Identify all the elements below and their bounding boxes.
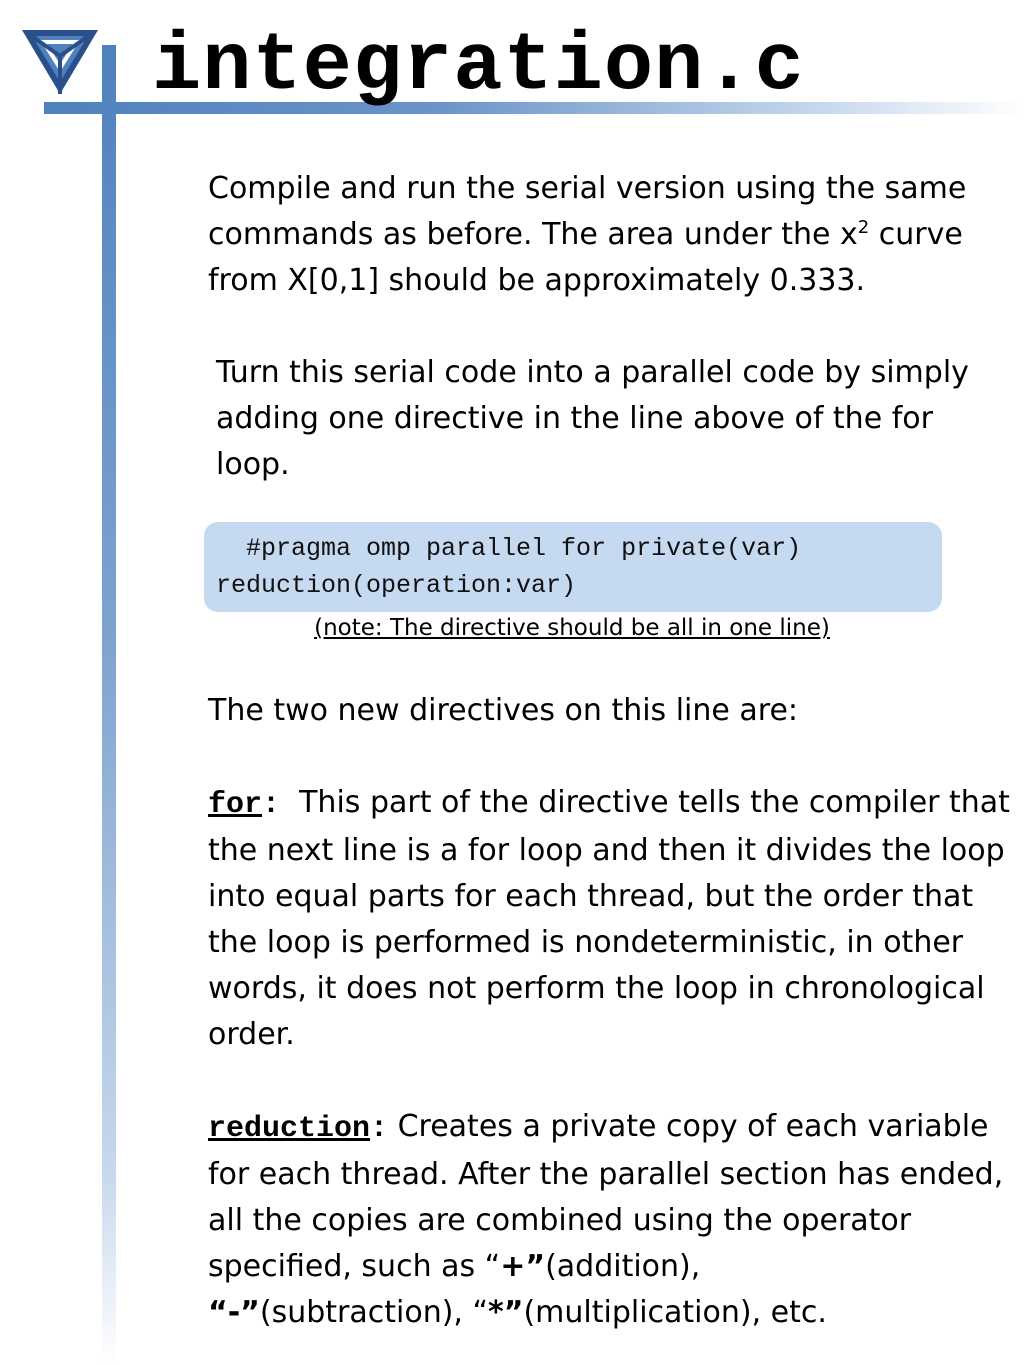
code-snippet-box	[204, 522, 942, 612]
reduction-text-d: (multiplication), etc.	[523, 1295, 827, 1330]
reduction-text-c: (subtraction), “	[259, 1295, 489, 1330]
paragraph-parallel: Turn this serial code into a parallel code by simply adding one directive in the line above of the for loop.	[216, 355, 969, 482]
operator-minus: “-”	[208, 1295, 260, 1330]
paragraph-compile-text-b: curve from X[0,1] should be approximately 0.333.	[208, 217, 963, 298]
reduction-colon: :	[370, 1112, 389, 1146]
slide-content	[174, 166, 1014, 1336]
code-line-1: #pragma omp parallel for private(var)	[216, 534, 802, 563]
reduction-description	[174, 1104, 1014, 1336]
for-keyword: for	[208, 788, 263, 822]
triangle-logo-icon	[20, 26, 100, 98]
superscript-exponent: 2	[857, 217, 870, 238]
for-colon: :	[262, 788, 281, 822]
directive-note: (note: The directive should be all in one line)	[314, 615, 830, 641]
directives-intro: The two new directives on this line are:	[208, 693, 799, 728]
reduction-keyword: reduction	[208, 1112, 371, 1146]
page-title: integration.c	[152, 20, 805, 113]
reduction-text-a: Creates a private copy of each variable for each thread. After the parallel section has ended, all the copies are combined using the operator specified, such as “	[208, 1109, 1004, 1284]
code-line-2: reduction(operation:var)	[216, 571, 577, 600]
paragraph-compile-text-a: Compile and run the serial version using the same commands as before. The area under the x	[208, 171, 967, 252]
operator-times: *”	[488, 1295, 524, 1330]
reduction-text-b: (addition),	[545, 1249, 701, 1284]
operator-plus: +”	[500, 1249, 546, 1284]
vertical-accent-bar	[102, 45, 116, 1365]
paragraph-compile	[174, 166, 1014, 304]
for-description	[174, 780, 1014, 1058]
for-text: This part of the directive tells the compiler that the next line is a for loop and then it divides the loop into equal parts for each thread, but the order that the loop is performed is nondeterministic, in other words, it does not perform the loop in chronological order.	[208, 785, 1010, 1052]
